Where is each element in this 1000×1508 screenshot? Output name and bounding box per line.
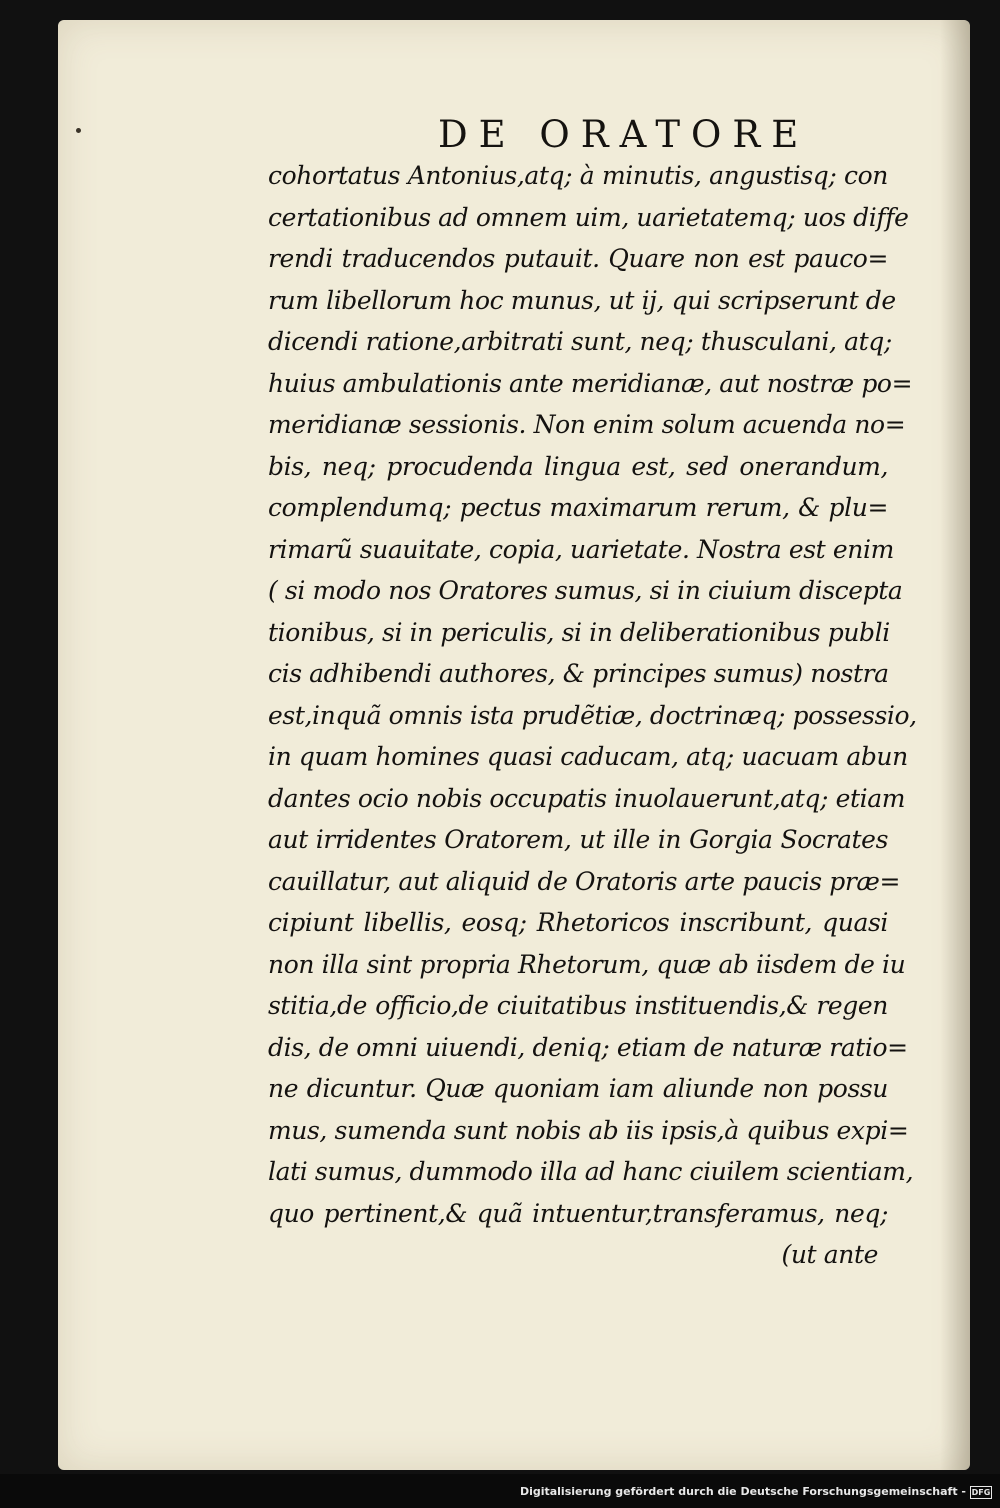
text-line: ne dicuntur. Quæ quoniam iam aliunde non possu [268,1074,888,1103]
dfg-logo-icon: DFG [971,1488,991,1497]
text-line: cohortatus Antonius,atq; à minutis, angustisq; con [268,161,888,190]
text-line: in quam homines quasi caducam, atq; uacuam abun [268,742,908,771]
text-line: stitia,de officio,de ciuitatibus instituendis,& regen [268,991,888,1020]
text-line: dantes ocio nobis occupatis inuolauerunt,atq; etiam [268,783,906,813]
text-line: (ut ante [781,1240,878,1269]
text-line: cis adhibendi authores, & principes sumus) nostra [268,659,889,688]
digitization-credit: Digitalisierung gefördert durch die Deutsche Forschungsgemeinschaft - [519,1485,966,1498]
text-line: rum libellorum hoc munus, ut ij, qui scripserunt de [268,285,896,315]
text-line: mus, sumenda sunt nobis ab iis ipsis,à quibus expi= [268,1115,909,1145]
text-line: bis, neq; procudenda lingua est, sed onerandum, [268,451,888,481]
running-head: DE ORATORE [438,113,810,156]
text-line: dis, de omni uiuendi, deniq; etiam de naturæ ratio= [268,1032,908,1062]
text-line: dicendi ratione,arbitrati sunt, neq; thusculani, atq; [268,327,892,356]
text-line: meridianæ sessionis. Non enim solum acuenda no= [268,410,906,439]
text-line: cipiunt libellis, eosq; Rhetoricos inscribunt, quasi [268,908,888,937]
text-line: non illa sint propria Rhetorum, quæ ab iisdem de iu [268,949,906,979]
text-line: quo pertinent,& quã intuentur,transferamus, neq; [268,1198,888,1228]
footer-bar [0,1474,1000,1508]
page-edge-shadow [940,20,970,1470]
text-block [268,155,917,1276]
text-line: rendi traducendos putauit. Quare non est pauco= [268,244,888,273]
text-line: complendumq; pectus maximarum rerum, & plu= [268,493,888,522]
text-line: lati sumus, dummodo illa ad hanc ciuilem scientiam, [268,1157,914,1186]
text-line: est,inquã omnis ista prudẽtiæ, doctrinæq; possessio, [268,700,917,730]
text-line: cauillatur, aut aliquid de Oratoris arte paucis præ= [268,866,901,896]
text-line: aut irridentes Oratorem, ut ille in Gorgia Socrates [268,825,888,854]
ink-speck [76,128,81,133]
text-line: tionibus, si in periculis, si in deliberationibus publi [268,617,890,647]
text-line: ( si modo nos Oratores sumus, si in ciuium discepta [268,576,903,605]
text-line: certationibus ad omnem uim, uarietatemq; uos diffe [268,202,909,232]
text-line: rimarũ suauitate, copia, uarietate. Nostra est enim [268,534,894,564]
text-line: huius ambulationis ante meridianæ, aut nostræ po= [268,368,913,398]
